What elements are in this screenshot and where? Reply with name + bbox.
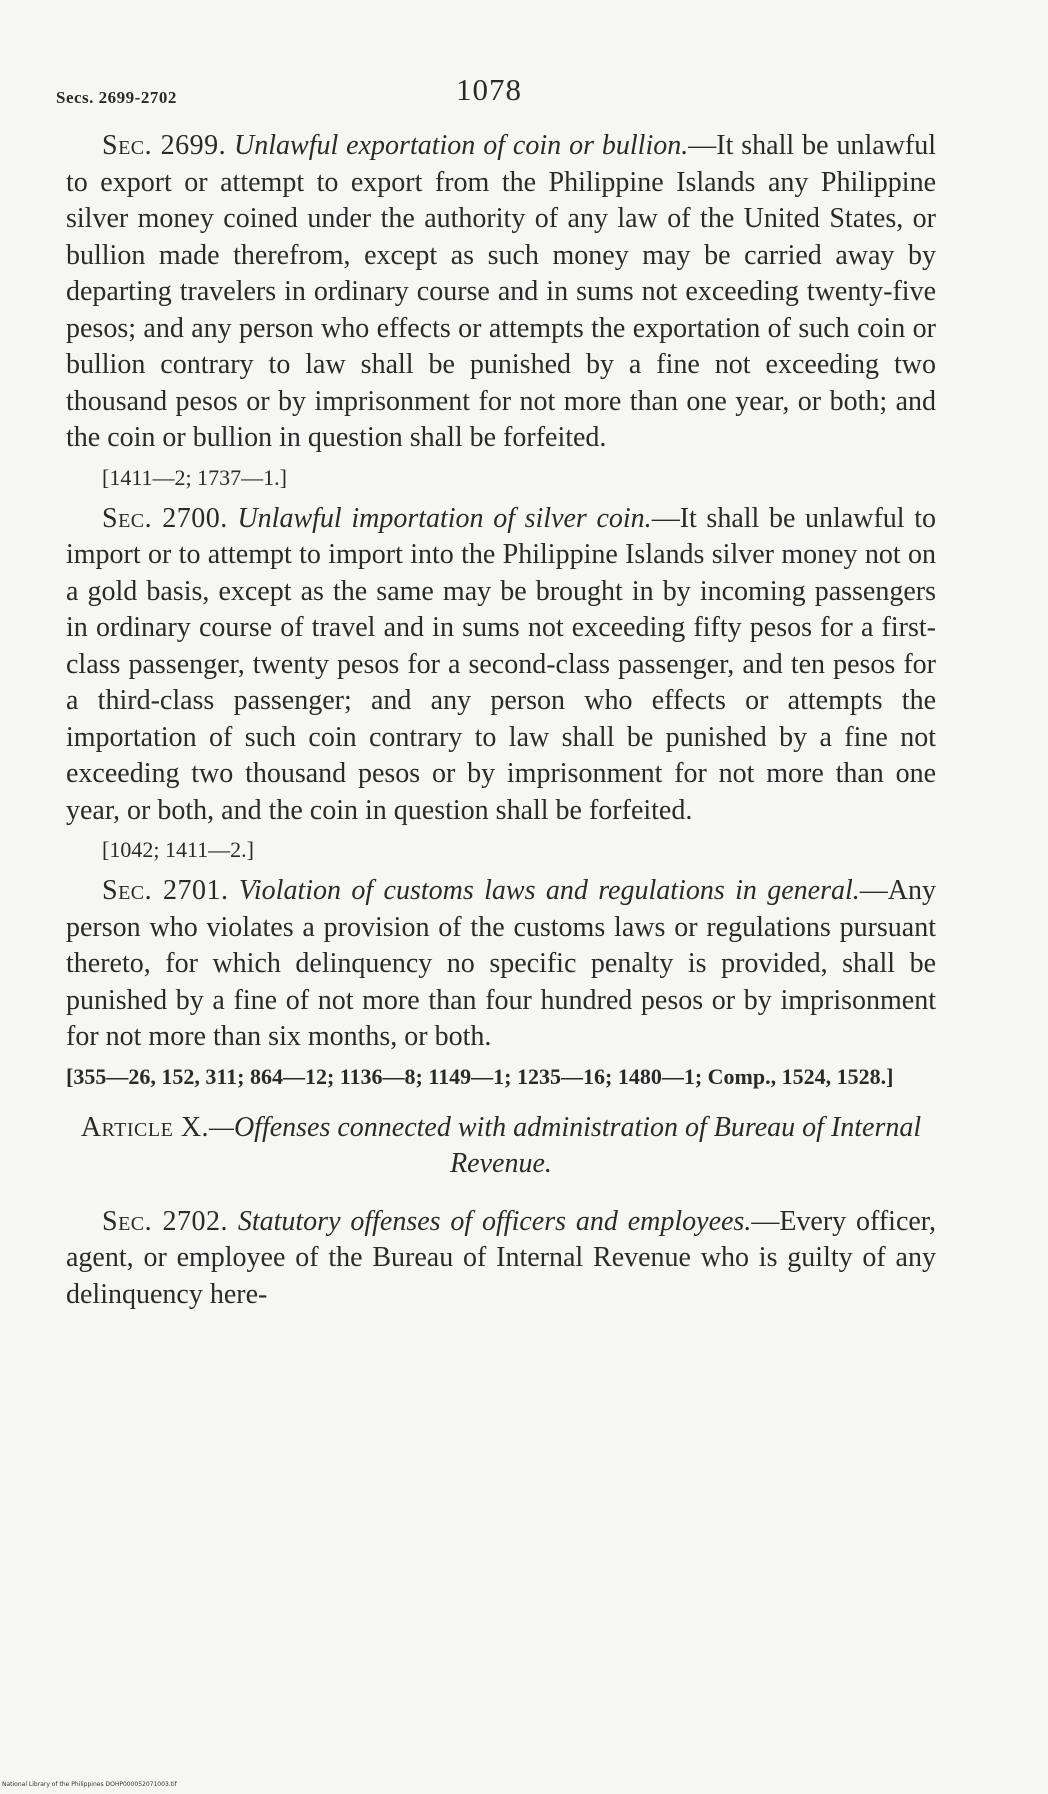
section-2700: [66, 501, 936, 830]
section-title: Unlawful exportation of coin or bullion.: [234, 130, 689, 161]
scan-source-line: National Library of the Philippines DOHP000052071003.tif: [2, 1781, 177, 1788]
section-title: Violation of customs laws and regulations in general.: [238, 875, 860, 906]
page-body: [66, 128, 936, 1313]
section-text: —Every officer, agent, or employee of the Bureau of Internal Revenue who is guilty of any delinquency here-: [66, 1205, 937, 1310]
page-number: 1078: [456, 72, 522, 107]
section-citation: [1411—2; 1737—1.]: [102, 464, 287, 490]
section-text: —Any person who violates a provision of the customs laws or regulations pursuant thereto, for which delinquency no specific penalty is provided, shall be punished by a fine of not more than four hundred pesos or by imprisonment for not more than six months, or both.: [66, 875, 936, 1052]
section-label: Sec. 2699.: [102, 130, 227, 161]
section-2699: [66, 128, 936, 457]
section-2701: [66, 873, 936, 1056]
article-heading: [66, 1110, 936, 1182]
section-citation: [1042; 1411—2.]: [102, 837, 254, 862]
section-citation: [355—26, 152, 311; 864—12; 1136—8; 1149—1; 1235—16; 1480—1; Comp., 1524, 1528.]: [66, 1063, 894, 1089]
section-text: —It shall be unlawful to export or attempt to export from the Philippine Islands any Philippine silver money coined under the authority of any law of the United States, or bullion made therefrom, except as such money may be carried away by departing travelers in ordinary course and in sums not exceeding twenty-five pesos; and any person who effects or attempts the exportation of such coin or bullion contrary to law shall be punished by a fine not exceeding two thousand pesos or by imprisonment for not more than one year, or both; and the coin or bullion in question shall be forfeited.: [66, 130, 937, 453]
article-label: Article X.: [80, 1111, 210, 1143]
section-label: Sec. 2702.: [102, 1205, 228, 1237]
section-title: Unlawful importation of silver coin.: [237, 502, 652, 534]
section-label: Sec. 2700.: [102, 502, 228, 534]
section-text: —It shall be unlawful to import or to attempt to import into the Philippine Islands silver money not on a gold basis, except as the same may be brought in by incoming passengers in ordinary course of travel and in sums not exceeding fifty pesos for a first-class passenger, twenty pesos for a second-class passenger, and ten pesos for a third-class passenger; and any person who effects or attempts the importation of such coin contrary to law shall be punished by a fine not exceeding two thousand pesos or by imprisonment for not more than one year, or both, and the coin in question shall be forfeited.: [66, 502, 936, 826]
article-title: —Offenses connected with administration of Bureau of Internal Revenue.: [209, 1111, 922, 1179]
section-2702: [66, 1204, 936, 1314]
section-range: Secs. 2699-2702: [56, 88, 177, 107]
section-title: Statutory offenses of officers and employees.: [237, 1205, 752, 1237]
page-header: [56, 72, 936, 112]
section-label: Sec. 2701.: [102, 875, 229, 906]
